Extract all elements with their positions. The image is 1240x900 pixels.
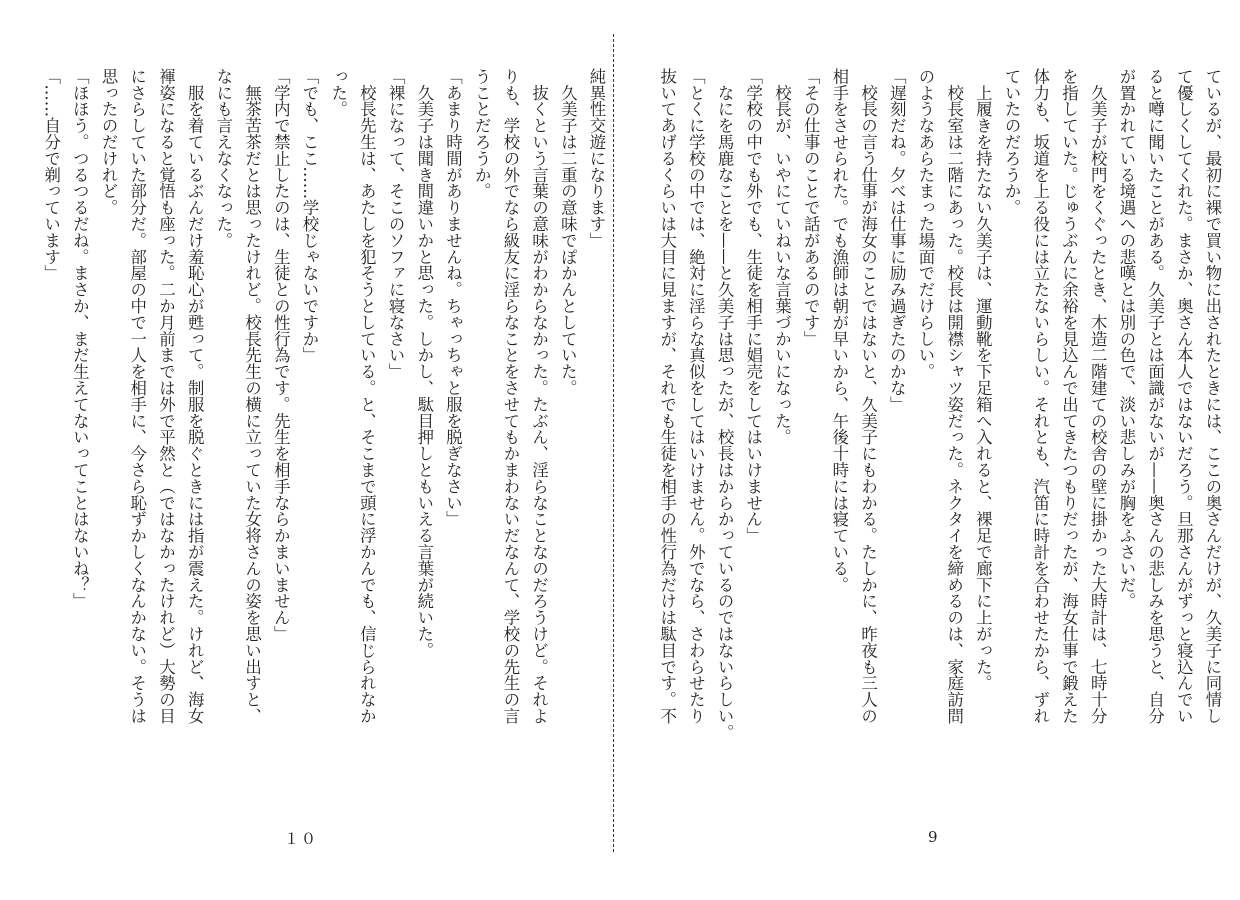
text-column: 相手をさせられた。でも漁師は朝が早いから、午後十時には寝ている。 xyxy=(829,68,849,593)
left-page-text xyxy=(36,68,610,738)
left-page-number: １０ xyxy=(284,830,319,848)
text-column: が置かれている境遇への悲嘆とは別の色で、淡い悲しみが胸をふさいだ。 xyxy=(1116,68,1136,610)
text-column: を指していた。じゅうぶんに余裕を見込んで出てきたつもりだったが、海女仕事で鍛えた xyxy=(1059,68,1079,724)
text-column: 「とくに学校の中では、絶対に淫らな真似をしてはいけません。外でなら、さわらせたり xyxy=(686,68,706,724)
text-column: 思ったのだけれど。 xyxy=(99,68,119,216)
text-column: 校長室は二階にあった。校長は開襟シャツ姿だった。ネクタイを締めるのは、家庭訪問 xyxy=(944,68,964,724)
text-column: 無茶苦茶だとは思ったけれど。校長先生の横に立っていた女将さんの姿を思い出すと、 xyxy=(242,68,262,724)
text-column: 校長先生は、あたしを犯そうとしている。と、そこまで頭に浮かんでも、信じられなか xyxy=(357,68,377,724)
text-column: ると噂に聞いたことがある。久美子とは面識がないが——奥さんの悲しみを思うと、自分 xyxy=(1145,68,1165,724)
text-column: 「裸になって、そこのソファに寝なさい」 xyxy=(386,68,406,380)
text-column: 純異性交遊になります」 xyxy=(587,68,606,249)
text-column: 褌姿になると覚悟も座った。二か月前までは外で平然と（ではなかったけれど）大勢の目 xyxy=(156,68,176,724)
text-column: にさらしていた部分だ。部屋の中で一人を相手に、今さら恥ずかしくなんかない。そうは xyxy=(127,68,147,724)
text-column: 抜くという言葉の意味がわからなかった。たぶん、淫らなことなのだろうけど。それよ xyxy=(529,68,549,724)
text-column: 「ほほう。つるつるだね。まさか、まだ生えてないってことはないね？」 xyxy=(70,68,90,610)
text-column: のようなあらたまった場面でだけらしい。 xyxy=(915,68,935,380)
text-column: ているが、最初に裸で買い物に出されたときには、ここの奥さんだけが、久美子に同情し xyxy=(1203,68,1222,724)
text-column: 久美子は二重の意味でぽかんとしていた。 xyxy=(558,68,578,396)
text-column: 「でも、ここ……学校じゃないですか」 xyxy=(299,68,319,364)
text-column: 校長の言う仕事が海女のことではないと、久美子にもわかる。たしかに、昨夜も三人の xyxy=(858,68,878,724)
text-column: 「あまり時間がありませんね。ちゃっちゃと服を脱ぎなさい」 xyxy=(443,68,463,528)
text-column: 体力も、坂道を上る役には立たないらしい。それとも、汽笛に時計を合わせたから、ずれ xyxy=(1030,68,1050,724)
text-column: 「その仕事のことで話があるのです」 xyxy=(801,68,821,347)
text-column: なにを馬鹿なことを——と久美子は思ったが、校長はからかっているのではないらしい。 xyxy=(715,68,735,741)
right-page-number: 9 xyxy=(928,828,938,846)
text-column: なにも言えなくなった。 xyxy=(213,68,233,249)
text-column: 校長が、いやにていねいな言葉づかいになった。 xyxy=(772,68,792,446)
text-column: 久美子が校門をくぐったとき、木造二階建ての校舎の壁に掛かった大時計は、七時十分 xyxy=(1088,68,1108,724)
text-column: 抜いてあげるくらいは大目に見ますが、それでも生徒を相手の性行為だけは駄目です。不 xyxy=(657,68,677,724)
page-divider xyxy=(613,34,614,852)
text-column: 上履きを持たない久美子は、運動靴を下足箱へ入れると、裸足で廊下に上がった。 xyxy=(973,68,993,692)
text-column: 「遅刻だね。夕べは仕事に励み過ぎたのかな」 xyxy=(887,68,907,413)
text-column: 「学校の中でも外でも、生徒を相手に娼売をしてはいけません」 xyxy=(743,68,763,544)
text-column: うことだろうか。 xyxy=(472,68,492,200)
text-column: りも、学校の外でなら級友に淫らなことをさせてもかまわないだなんて、学校の先生の言 xyxy=(500,68,520,724)
text-column: 服を着ているぶんだけ羞恥心が甦って。制服を脱ぐときには指が震えた。けれど、海女 xyxy=(185,68,205,724)
text-column: 久美子は聞き間違いかと思った。しかし、駄目押しともいえる言葉が続いた。 xyxy=(414,68,434,659)
text-column: 「学内で禁止したのは、生徒との性行為です。先生を相手ならかまいません」 xyxy=(271,68,291,642)
text-column: 「……自分で剃っています」 xyxy=(41,68,61,282)
right-page-text xyxy=(652,68,1226,741)
text-column: て優しくしてくれた。まさか、奥さん本人ではないだろう。旦那さんがずっと寝込んでい xyxy=(1174,68,1194,724)
text-column: ていたのだろうか。 xyxy=(1002,68,1022,216)
text-column: った。 xyxy=(328,68,348,118)
